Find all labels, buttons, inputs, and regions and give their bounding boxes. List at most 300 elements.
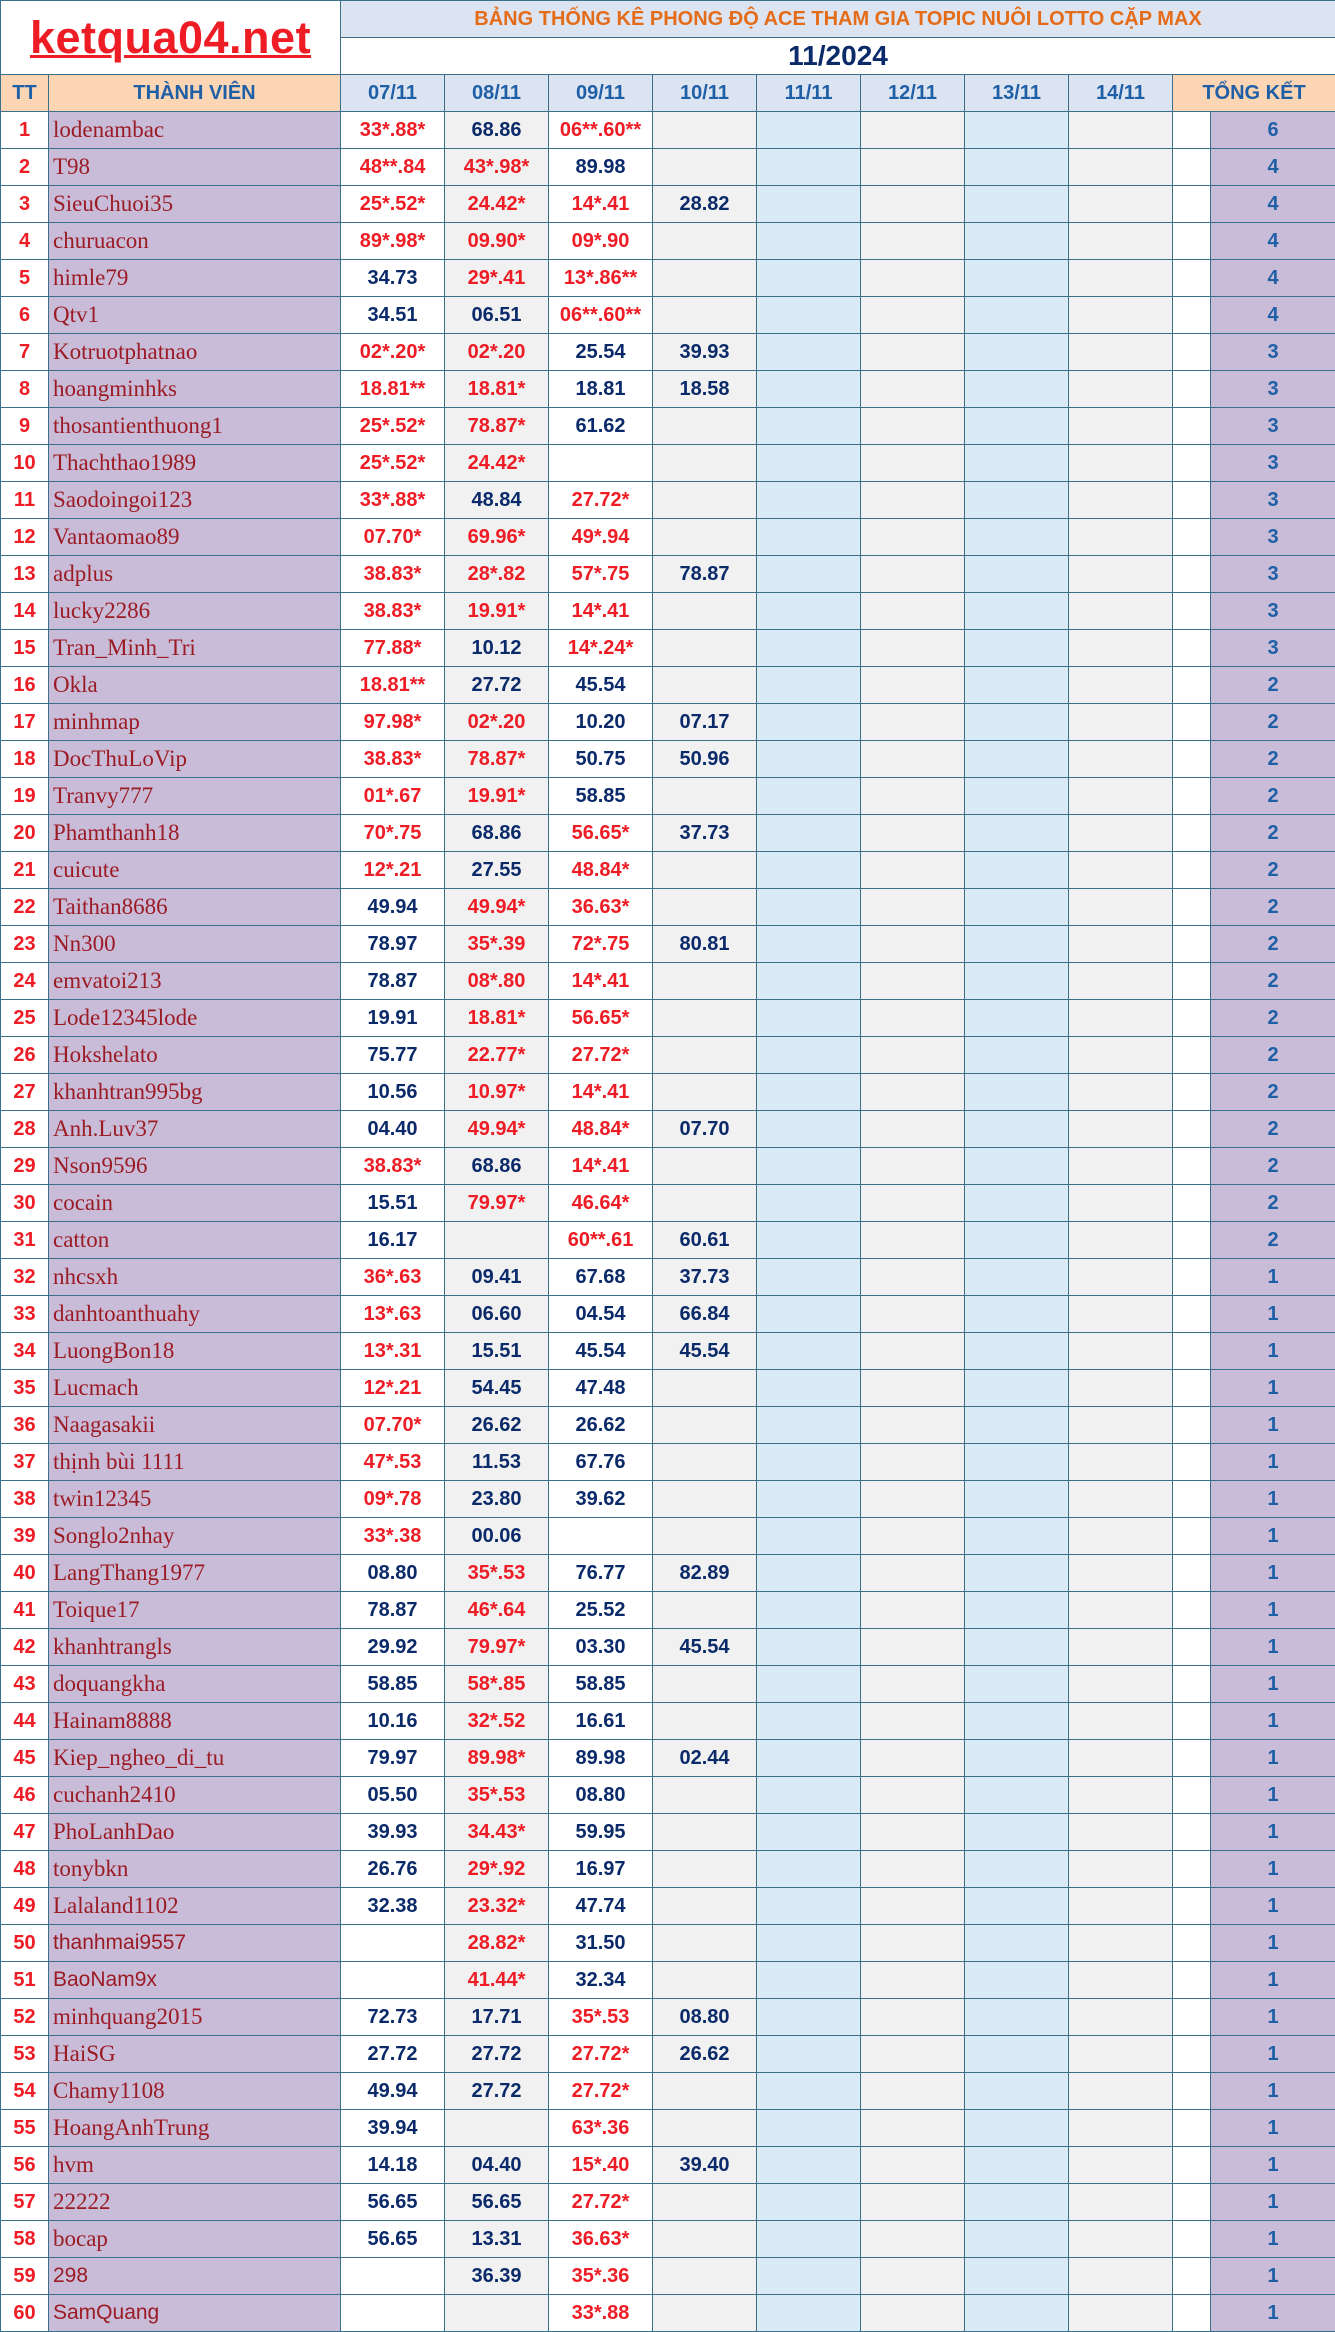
row-number: 60 [1,2295,49,2332]
row-number: 28 [1,1111,49,1148]
table-row [1,1111,1335,1148]
row-number: 27 [1,1074,49,1111]
table-row [1,1888,1335,1925]
result-cell: 56.65 [445,2184,549,2221]
result-cell [965,926,1069,963]
result-cell [653,2221,757,2258]
result-cell [861,1518,965,1555]
result-cell [1069,1999,1173,2036]
result-cell [653,445,757,482]
result-cell [757,852,861,889]
result-cell [1069,1481,1173,1518]
spacer-cell [1173,2295,1211,2332]
result-cell [861,1851,965,1888]
result-cell: 14*.41 [549,186,653,223]
result-cell [653,1407,757,1444]
total-cell: 1 [1211,1629,1335,1666]
result-cell: 18.81* [445,371,549,408]
result-cell: 14*.41 [549,1074,653,1111]
result-cell [965,2110,1069,2147]
result-cell: 08.80 [341,1555,445,1592]
result-cell [757,1074,861,1111]
row-number: 15 [1,630,49,667]
result-cell [757,1481,861,1518]
result-cell: 60**.61 [549,1222,653,1259]
result-cell [341,2295,445,2332]
spacer-cell [1173,1999,1211,2036]
total-cell: 4 [1211,186,1335,223]
result-cell: 26.62 [653,2036,757,2073]
row-number: 39 [1,1518,49,1555]
result-cell [1069,1000,1173,1037]
total-cell: 1 [1211,1962,1335,1999]
member-name: nhcsxh [49,1259,341,1296]
result-cell [1069,2110,1173,2147]
result-cell [757,556,861,593]
row-number: 14 [1,593,49,630]
result-cell [965,741,1069,778]
result-cell [1069,1962,1173,1999]
result-cell [653,2073,757,2110]
result-cell [861,1037,965,1074]
result-cell [1069,186,1173,223]
result-cell [965,852,1069,889]
result-cell [1069,297,1173,334]
result-cell [861,1999,965,2036]
result-cell: 13*.63 [341,1296,445,1333]
result-cell [653,2295,757,2332]
result-cell [965,223,1069,260]
table-row [1,223,1335,260]
result-cell: 16.61 [549,1703,653,1740]
row-number: 4 [1,223,49,260]
spacer-cell [1173,1851,1211,1888]
result-cell: 18.81** [341,371,445,408]
result-cell [1069,1888,1173,1925]
member-name: Lucmach [49,1370,341,1407]
row-number: 13 [1,556,49,593]
result-cell: 06.60 [445,1296,549,1333]
total-cell: 4 [1211,260,1335,297]
result-cell [757,2110,861,2147]
header-date-1411: 14/11 [1069,75,1173,112]
result-cell [861,926,965,963]
result-cell [861,1814,965,1851]
result-cell: 79.97* [445,1185,549,1222]
result-cell: 19.91 [341,1000,445,1037]
total-cell: 6 [1211,112,1335,149]
member-name: Tranvy777 [49,778,341,815]
result-cell [1069,1259,1173,1296]
row-number: 7 [1,334,49,371]
result-cell: 32.38 [341,1888,445,1925]
spacer-cell [1173,1185,1211,1222]
table-row [1,963,1335,1000]
row-number: 31 [1,1222,49,1259]
row-number: 21 [1,852,49,889]
result-cell: 04.40 [341,1111,445,1148]
member-name: cuchanh2410 [49,1777,341,1814]
result-cell: 06**.60** [549,112,653,149]
result-cell [1069,889,1173,926]
total-cell: 3 [1211,593,1335,630]
result-cell [861,2110,965,2147]
row-number: 11 [1,482,49,519]
result-cell [757,445,861,482]
result-cell: 13*.86** [549,260,653,297]
row-number: 1 [1,112,49,149]
result-cell [341,2258,445,2295]
result-cell [861,1185,965,1222]
result-cell [965,186,1069,223]
member-name: danhtoanthuahy [49,1296,341,1333]
row-number: 29 [1,1148,49,1185]
row-number: 10 [1,445,49,482]
result-cell [653,1851,757,1888]
member-name: Tran_Minh_Tri [49,630,341,667]
spacer-cell [1173,482,1211,519]
result-cell: 26.62 [445,1407,549,1444]
result-cell: 34.73 [341,260,445,297]
table-row [1,1740,1335,1777]
member-name: DocThuLoVip [49,741,341,778]
result-cell [1069,334,1173,371]
result-cell: 12*.21 [341,852,445,889]
result-cell: 00.06 [445,1518,549,1555]
result-cell: 28*.82 [445,556,549,593]
result-cell: 79.97 [341,1740,445,1777]
result-cell: 26.76 [341,1851,445,1888]
result-cell [1069,260,1173,297]
result-cell [653,1925,757,1962]
result-cell: 89*.98* [341,223,445,260]
member-name: adplus [49,556,341,593]
result-cell [653,1000,757,1037]
total-cell: 1 [1211,2073,1335,2110]
result-cell: 07.70 [653,1111,757,1148]
total-cell: 2 [1211,1074,1335,1111]
result-cell [861,1481,965,1518]
member-name: SamQuang [49,2295,341,2332]
member-name: Kiep_ngheo_di_tu [49,1740,341,1777]
row-number: 35 [1,1370,49,1407]
result-cell [757,223,861,260]
result-cell: 39.40 [653,2147,757,2184]
result-cell [757,112,861,149]
result-cell: 17.71 [445,1999,549,2036]
result-cell [757,1000,861,1037]
result-cell [1069,815,1173,852]
result-cell: 19.91* [445,778,549,815]
total-cell: 4 [1211,149,1335,186]
total-cell: 1 [1211,2258,1335,2295]
result-cell [653,223,757,260]
result-cell [757,2073,861,2110]
member-name: Toique17 [49,1592,341,1629]
result-cell [1069,1185,1173,1222]
spacer-cell [1173,260,1211,297]
result-cell: 27.72* [549,2036,653,2073]
result-cell [965,297,1069,334]
row-number: 41 [1,1592,49,1629]
result-cell [757,2184,861,2221]
result-cell: 27.72 [445,667,549,704]
total-cell: 2 [1211,1000,1335,1037]
result-cell [861,1148,965,1185]
result-cell: 04.40 [445,2147,549,2184]
result-cell: 15*.40 [549,2147,653,2184]
result-cell [861,1296,965,1333]
row-number: 57 [1,2184,49,2221]
site-logo-link[interactable]: ketqua04.net [29,11,312,63]
result-cell [861,149,965,186]
result-cell [757,1925,861,1962]
total-cell: 2 [1211,852,1335,889]
row-number: 23 [1,926,49,963]
result-cell [861,297,965,334]
row-number: 19 [1,778,49,815]
result-cell [861,408,965,445]
row-number: 12 [1,519,49,556]
result-cell: 36.39 [445,2258,549,2295]
result-cell [1069,482,1173,519]
result-cell: 37.73 [653,815,757,852]
result-cell [1069,1296,1173,1333]
result-cell: 23.80 [445,1481,549,1518]
member-name: Kotruotphatnao [49,334,341,371]
spacer-cell [1173,371,1211,408]
spacer-cell [1173,2221,1211,2258]
result-cell: 27.72* [549,1037,653,1074]
result-cell [757,2221,861,2258]
result-cell [653,1074,757,1111]
result-cell [965,963,1069,1000]
result-cell [965,1074,1069,1111]
member-name: himle79 [49,260,341,297]
total-cell: 1 [1211,2295,1335,2332]
spacer-cell [1173,778,1211,815]
member-name: Naagasakii [49,1407,341,1444]
member-name: bocap [49,2221,341,2258]
result-cell: 22.77* [445,1037,549,1074]
total-cell: 1 [1211,1999,1335,2036]
result-cell: 67.68 [549,1259,653,1296]
total-cell: 2 [1211,1111,1335,1148]
result-cell [965,667,1069,704]
result-cell [965,334,1069,371]
result-cell [965,556,1069,593]
spacer-cell [1173,667,1211,704]
result-cell: 32.34 [549,1962,653,1999]
total-cell: 1 [1211,2184,1335,2221]
row-number: 51 [1,1962,49,1999]
result-cell: 29.92 [341,1629,445,1666]
spacer-cell [1173,149,1211,186]
result-cell [549,1518,653,1555]
result-cell: 01*.67 [341,778,445,815]
result-cell: 82.89 [653,1555,757,1592]
result-cell [861,630,965,667]
result-cell [445,2295,549,2332]
result-cell: 12*.21 [341,1370,445,1407]
result-cell: 48.84* [549,1111,653,1148]
result-cell: 56.65 [341,2184,445,2221]
total-cell: 1 [1211,2147,1335,2184]
spacer-cell [1173,445,1211,482]
result-cell [757,667,861,704]
header-date-1211: 12/11 [861,75,965,112]
result-cell [965,2184,1069,2221]
result-cell: 48.84 [445,482,549,519]
total-cell: 2 [1211,741,1335,778]
table-row [1,1925,1335,1962]
total-cell: 1 [1211,1333,1335,1370]
total-cell: 2 [1211,667,1335,704]
spacer-cell [1173,1296,1211,1333]
table-row [1,1592,1335,1629]
result-cell: 02*.20 [445,334,549,371]
result-cell [861,741,965,778]
result-cell [861,852,965,889]
row-number: 24 [1,963,49,1000]
member-name: Vantaomao89 [49,519,341,556]
total-cell: 2 [1211,889,1335,926]
result-cell: 08.80 [653,1999,757,2036]
total-cell: 1 [1211,1703,1335,1740]
spacer-cell [1173,1407,1211,1444]
result-cell [965,1703,1069,1740]
result-cell: 67.76 [549,1444,653,1481]
member-name: Saodoingoi123 [49,482,341,519]
table-row [1,556,1335,593]
result-cell [965,593,1069,630]
result-cell [653,519,757,556]
result-cell: 28.82 [653,186,757,223]
result-cell [653,2184,757,2221]
header-member: THÀNH VIÊN [49,75,341,112]
table-title: BẢNG THỐNG KÊ PHONG ĐỘ ACE THAM GIA TOPIC NUÔI LOTTO CẶP MAX [341,1,1335,38]
spacer-cell [1173,1037,1211,1074]
spacer-cell [1173,1555,1211,1592]
result-cell [965,1888,1069,1925]
member-name: hoangminhks [49,371,341,408]
result-cell [1069,2258,1173,2295]
table-row [1,112,1335,149]
row-number: 42 [1,1629,49,1666]
result-cell: 43*.98* [445,149,549,186]
result-cell [861,778,965,815]
table-row [1,334,1335,371]
result-cell: 25.54 [549,334,653,371]
result-cell [861,556,965,593]
result-cell [1069,1111,1173,1148]
result-cell: 63*.36 [549,2110,653,2147]
row-number: 47 [1,1814,49,1851]
table-row [1,2147,1335,2184]
result-cell: 56.65* [549,815,653,852]
result-cell: 58.85 [549,778,653,815]
table-row [1,1851,1335,1888]
spacer-cell [1173,1111,1211,1148]
result-cell: 54.45 [445,1370,549,1407]
site-logo-cell [1,1,341,75]
result-cell [861,186,965,223]
result-cell: 39.93 [341,1814,445,1851]
result-cell [861,1962,965,1999]
result-cell [861,334,965,371]
result-cell: 49.94* [445,889,549,926]
total-cell: 3 [1211,519,1335,556]
spacer-cell [1173,1074,1211,1111]
result-cell [757,630,861,667]
result-cell [757,519,861,556]
result-cell [965,1370,1069,1407]
result-cell [861,1259,965,1296]
row-number: 16 [1,667,49,704]
result-cell: 49.94 [341,2073,445,2110]
result-cell [653,408,757,445]
result-cell [653,963,757,1000]
table-row [1,1962,1335,1999]
table-row [1,260,1335,297]
member-name: Okla [49,667,341,704]
row-number: 17 [1,704,49,741]
result-cell [653,1185,757,1222]
result-cell: 09*.90 [549,223,653,260]
result-cell: 07.70* [341,519,445,556]
result-cell [757,1296,861,1333]
spacer-cell [1173,1814,1211,1851]
result-cell [1069,852,1173,889]
result-cell: 24.42* [445,186,549,223]
table-row [1,186,1335,223]
result-cell: 49.94 [341,889,445,926]
spacer-cell [1173,1481,1211,1518]
result-cell: 36*.63 [341,1259,445,1296]
result-cell: 31.50 [549,1925,653,1962]
result-cell: 89.98* [445,1740,549,1777]
result-cell [757,926,861,963]
result-cell [653,1703,757,1740]
table-row [1,1629,1335,1666]
total-cell: 1 [1211,1444,1335,1481]
result-cell [653,1037,757,1074]
spacer-cell [1173,1962,1211,1999]
row-number: 46 [1,1777,49,1814]
result-cell: 69.96* [445,519,549,556]
spacer-cell [1173,556,1211,593]
spacer-cell [1173,1777,1211,1814]
total-cell: 1 [1211,1296,1335,1333]
spacer-cell [1173,1629,1211,1666]
member-name: cocain [49,1185,341,1222]
member-name: catton [49,1222,341,1259]
member-name: Lalaland1102 [49,1888,341,1925]
result-cell [861,1592,965,1629]
result-cell: 19.91* [445,593,549,630]
result-cell [1069,1703,1173,1740]
result-cell: 33*.88 [549,2295,653,2332]
member-name: Anh.Luv37 [49,1111,341,1148]
result-cell: 26.62 [549,1407,653,1444]
result-cell [965,149,1069,186]
result-cell: 66.84 [653,1296,757,1333]
member-name: 22222 [49,2184,341,2221]
table-row [1,1407,1335,1444]
table-row [1,1037,1335,1074]
table-row [1,1148,1335,1185]
result-cell [965,2147,1069,2184]
